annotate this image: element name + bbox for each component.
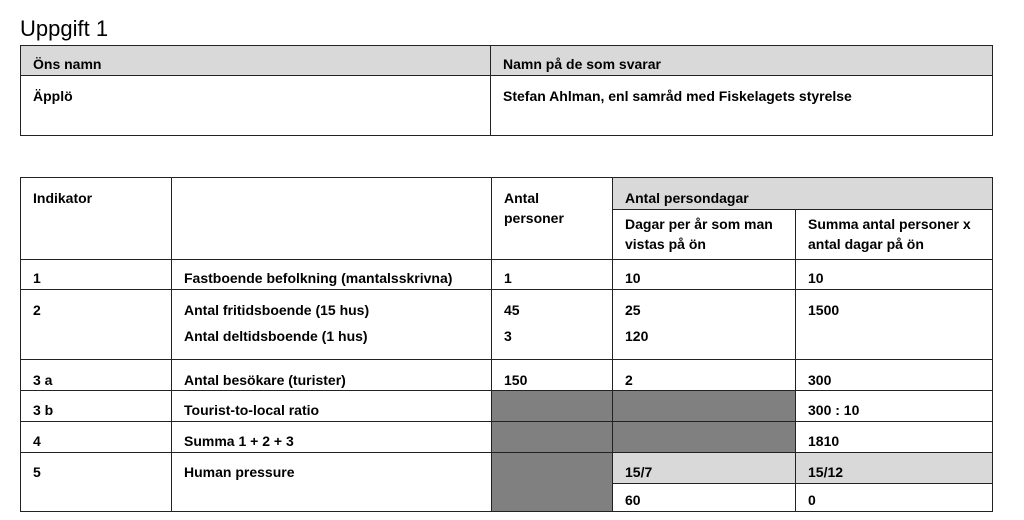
row-days: 60 [613,484,796,512]
table-row [21,326,993,360]
row-days: 10 [613,260,796,290]
table-row [21,453,993,484]
island-info-table [20,45,993,136]
row-days: 25 [613,290,796,326]
row-label: Fastboende befolkning (mantalsskrivna) [172,260,492,290]
table-row [21,260,993,290]
row-id: 3 a [21,360,172,391]
row-sum: 300 : 10 [796,391,993,422]
row-id: 2 [21,290,172,326]
row-label: Antal fritidsboende (15 hus) [172,290,492,326]
blocked-cell [492,453,613,512]
table-row [21,391,993,422]
row-id [21,326,172,360]
row-id: 1 [21,260,172,290]
row-label: Summa 1 + 2 + 3 [172,422,492,453]
table-row [21,422,993,453]
row-label: Antal besökare (turister) [172,360,492,391]
row-sum: 0 [796,484,993,512]
blocked-cell [492,391,613,422]
row-label: Human pressure [172,453,492,512]
blocked-cell [613,422,796,453]
indicator-header: Indikator [21,178,172,260]
row-sum: 15/12 [796,453,993,484]
respondents-value: Stefan Ahlman, enl samråd med Fiskelagets styrelse [491,76,993,136]
row-persons: 1 [492,260,613,290]
row-sum [796,326,993,360]
row-persons: 150 [492,360,613,391]
sum-header: Summa antal personer x antal dagar på ön [796,210,993,260]
page-title: Uppgift 1 [20,16,109,41]
indicator-table [20,177,993,512]
row-days: 15/7 [613,453,796,484]
row-persons: 45 [492,290,613,326]
row-sum: 1500 [796,290,993,326]
row-id: 3 b [21,391,172,422]
row-sum: 300 [796,360,993,391]
row-days: 2 [613,360,796,391]
row-label: Tourist-to-local ratio [172,391,492,422]
row-label: Antal deltidsboende (1 hus) [172,326,492,360]
row-id: 4 [21,422,172,453]
row-sum: 1810 [796,422,993,453]
days-per-year-header: Dagar per år som man vistas på ön [613,210,796,260]
blocked-cell [492,422,613,453]
island-name-header: Öns namn [21,46,491,76]
persondays-header: Antal persondagar [613,178,993,210]
row-sum: 10 [796,260,993,290]
blocked-cell [613,391,796,422]
row-id: 5 [21,453,172,512]
persons-header: Antal personer [492,178,613,260]
island-name-value: Äpplö [21,76,491,136]
label-header [172,178,492,260]
row-persons: 3 [492,326,613,360]
table-row [21,360,993,391]
table-row [21,290,993,326]
respondents-header: Namn på de som svarar [491,46,993,76]
row-days: 120 [613,326,796,360]
